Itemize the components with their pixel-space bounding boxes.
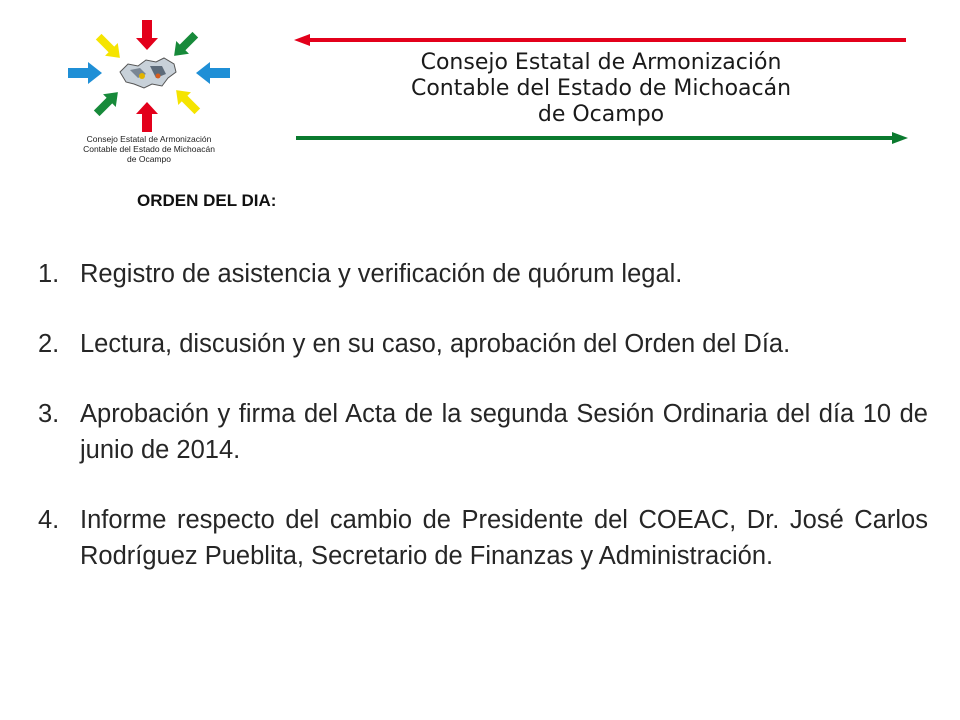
state-map-icon [120,58,176,88]
banner-title [290,50,912,128]
agenda-item [38,502,928,574]
agenda-item [38,326,928,362]
agenda-item-number: 1. [38,260,60,288]
green-arrowhead-icon [892,132,908,144]
red-arrowhead-icon [294,34,310,46]
logo-caption-line: Contable del Estado de Michoacán [83,144,215,154]
banner-title-line: de Ocampo [537,102,665,127]
header-banner [290,30,912,150]
agenda-item-text: Registro de asistencia y verificación de quórum legal. [80,260,683,288]
agenda-list [38,256,928,608]
agenda-item-text: Informe respecto del cambio de Presidente del COEAC, Dr. José Carlos Rodríguez Pueblita, Secretario de Finanzas y Administración. [80,506,928,570]
agenda-item-text: Aprobación y firma del Acta de la segunda Sesión Ordinaria del día 10 de junio de 2014. [80,400,928,464]
banner-title-line: Contable del Estado de Michoacán [410,76,792,101]
agenda-item [38,256,928,292]
banner-title-line: Consejo Estatal de Armonización [420,50,782,75]
agenda-item-number: 3. [38,400,60,428]
logo-caption-line: Consejo Estatal de Armonización [86,134,212,144]
council-logo [58,14,240,166]
logo-caption [58,134,240,164]
agenda-item-number: 2. [38,330,60,358]
arrows-emblem-icon [58,14,240,134]
logo-caption-line: de Ocampo [127,154,171,164]
agenda-item-number: 4. [38,506,60,534]
agenda-item [38,396,928,468]
agenda-heading: ORDEN DEL DIA: [137,191,277,210]
agenda-item-text: Lectura, discusión y en su caso, aprobación del Orden del Día. [80,330,791,358]
